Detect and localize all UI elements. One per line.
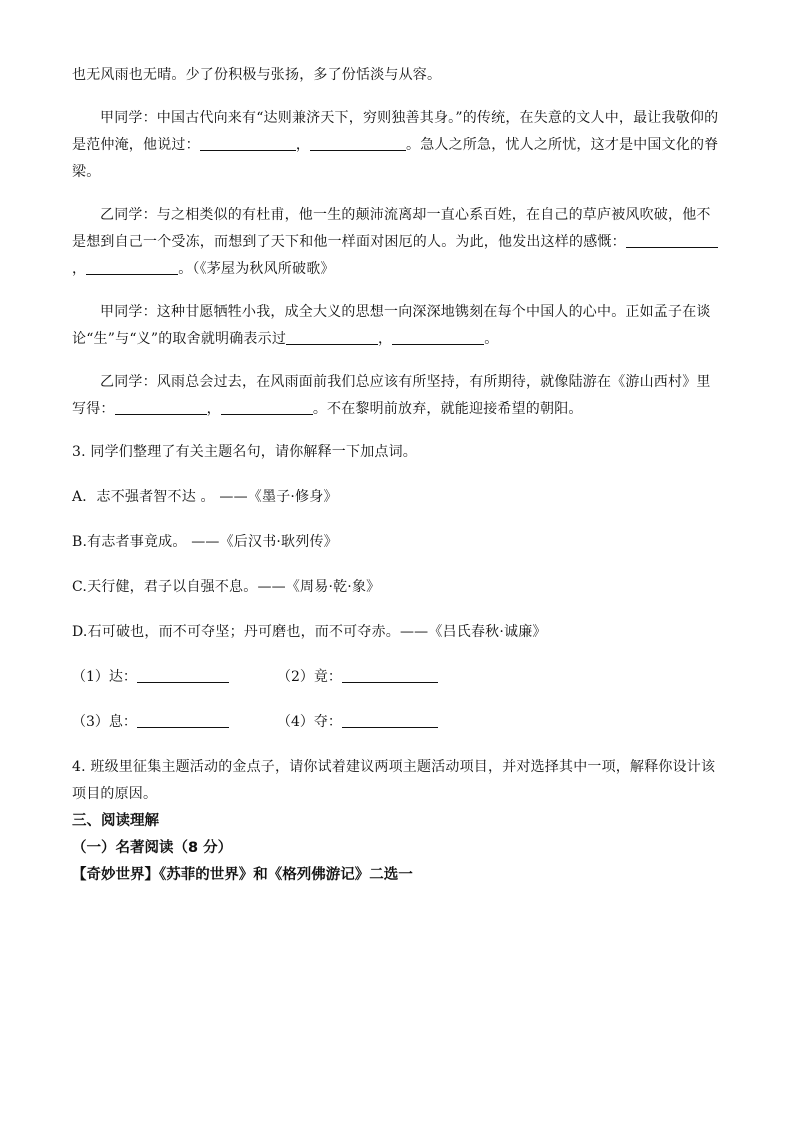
answer-row-1 [72, 664, 724, 691]
paragraph-student-b-1 [72, 202, 724, 283]
question-3-prompt: 3. 同学们整理了有关主题名句，请你解释一下加点词。 [72, 444, 418, 460]
answer-blank[interactable] [392, 330, 484, 345]
section-subtitle: （一）名著阅读（8 分） [72, 840, 233, 856]
text-segment: 。急人之所急，忧人之所忧，这才是中国文化的脊梁。 [72, 137, 719, 180]
question-4-prompt: 4. 班级里征集主题活动的金点子，请你试着建议两项主题活动项目，并对选择其中一项，解释你设计该项目的原因。 [72, 759, 716, 802]
answer-row-2 [72, 709, 724, 736]
answer-blank[interactable] [342, 713, 438, 728]
document-page [72, 62, 724, 889]
answer-blank[interactable] [310, 136, 406, 151]
answer-item-2 [277, 664, 438, 691]
text-segment: 。（《茅屋为秋风所破歌》 [178, 261, 335, 277]
text-segment: ， [378, 331, 393, 347]
answer-blank[interactable] [200, 136, 296, 151]
question-3-option-a: A．志不强者智不达 。 ——《墨子·修身》 [72, 489, 338, 505]
text-segment: 乙同学：与之相类似的有杜甫，他一生的颠沛流离却一直心系百姓，在自己的草庐被风吹破，他不是想到自己一个受冻，而想到了天下和他一样面对困厄的人。为此，他发出这样的感慨： [72, 207, 711, 250]
answer-blank[interactable] [342, 668, 438, 683]
answer-label: （1）达： [72, 669, 137, 685]
question-3-option-c: C.天行健，君子以自强不息。——《周易·乾·象》 [72, 579, 381, 595]
paragraph-student-b-2 [72, 369, 724, 423]
answer-blank[interactable] [86, 260, 178, 275]
section-title: 三、阅读理解 [72, 813, 159, 829]
text-segment: ， [206, 401, 221, 417]
answer-item-3 [72, 709, 277, 736]
paragraph-student-a-1 [72, 105, 724, 186]
text-segment: 甲同学：中国古代向来有“达则兼济天下，穷则独善其身。”的传统，在失意的文人中，最让我敬仰的是范仲淹，他说过： [72, 110, 719, 153]
section-choice-heading: 【奇妙世界】《苏菲的世界》和《格列佛游记》二选一 [72, 867, 413, 883]
answer-blank[interactable] [221, 400, 313, 415]
text-segment: 。 [484, 331, 499, 347]
answer-item-1 [72, 664, 277, 691]
answer-blank[interactable] [115, 400, 207, 415]
answer-label: （4）夺： [277, 714, 342, 730]
answer-label: （3）息： [72, 714, 137, 730]
answer-blank[interactable] [286, 330, 378, 345]
question-3-option-b: B.有志者事竟成。 ——《后汉书·耿列传》 [72, 534, 338, 550]
paragraph-intro: 也无风雨也无晴。少了份积极与张扬，多了份恬淡与从容。 [72, 67, 442, 83]
paragraph-student-a-2 [72, 299, 724, 353]
text-segment: 甲同学：这种甘愿牺牲小我，成全大义的思想一向深深地镌刻在每个中国人的心中。正如孟子在谈论“生”与“义”的取舍就明确表示过 [72, 304, 711, 347]
text-segment: ， [72, 261, 87, 277]
answer-item-4 [277, 709, 438, 736]
answer-blank[interactable] [137, 668, 229, 683]
text-segment: 。不在黎明前放弃，就能迎接希望的朝阳。 [312, 401, 583, 417]
answer-blank[interactable] [626, 233, 718, 248]
text-segment: ， [295, 137, 311, 153]
text-segment: 乙同学：风雨总会过去，在风雨面前我们总应该有所坚持，有所期待，就像陆游在《游山西村》里写得： [72, 374, 711, 417]
question-3-option-d: D.石可破也，而不可夺坚；丹可磨也，而不可夺赤。——《吕氏春秋·诚廉》 [72, 624, 547, 640]
answer-blank[interactable] [137, 713, 229, 728]
answer-label: （2）竟： [277, 669, 342, 685]
